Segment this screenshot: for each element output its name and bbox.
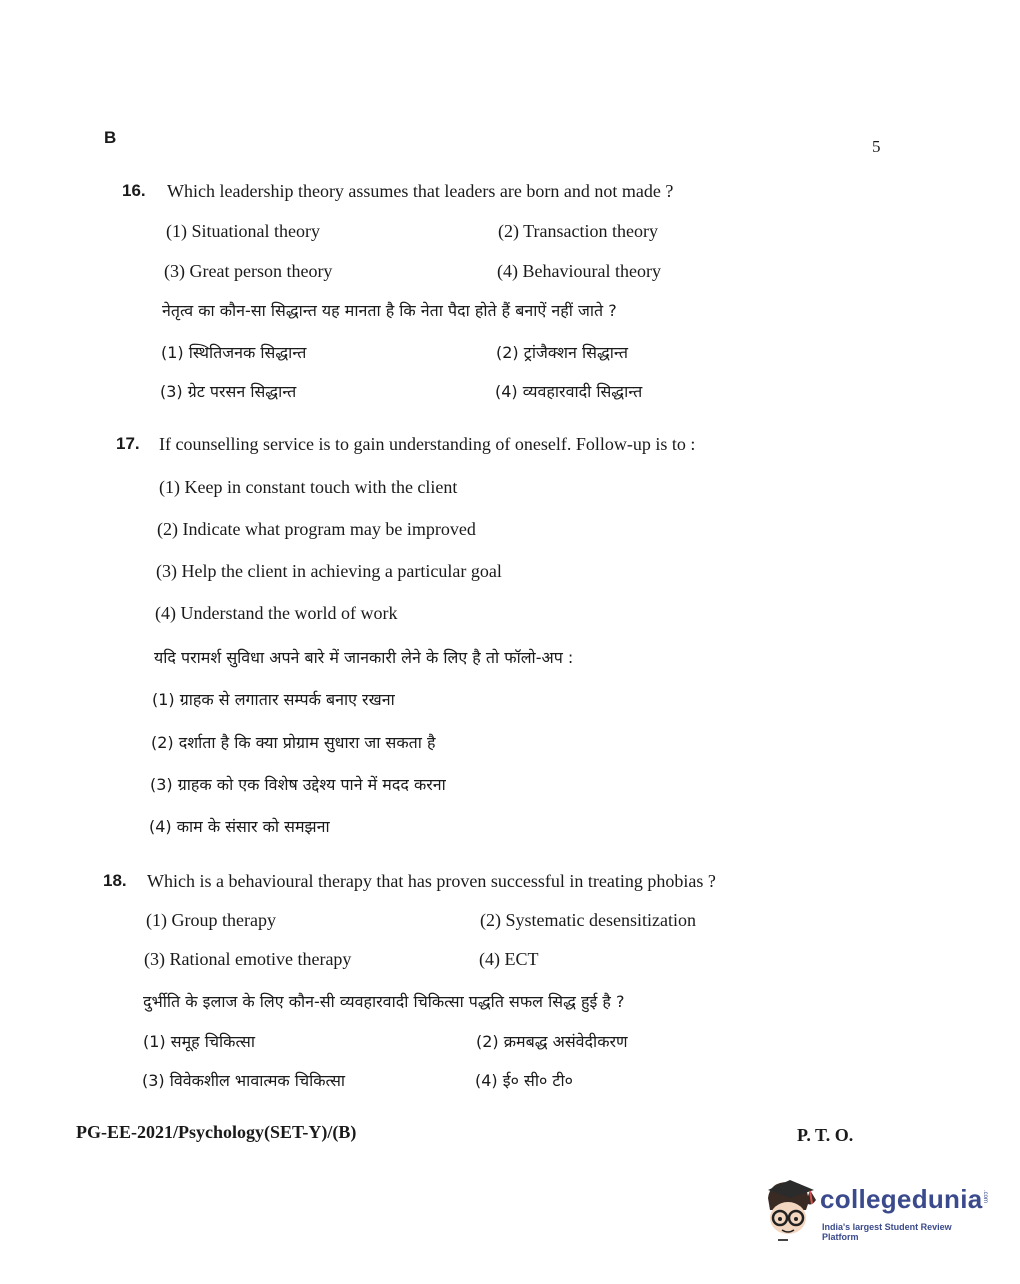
option-hi-1: (1) ग्राहक से लगातार सम्पर्क बनाए रखना	[152, 690, 395, 709]
option-hi-1: (1) स्थितिजनक सिद्धान्त	[161, 343, 307, 362]
option-en-3: (3) Rational emotive therapy	[144, 949, 352, 969]
option-hi-2: (2) दर्शाता है कि क्या प्रोग्राम सुधारा जा सकता है	[151, 733, 436, 752]
option-en-4: (4) Understand the world of work	[155, 603, 398, 623]
option-en-2: (2) Indicate what program may be improved	[157, 519, 476, 539]
question-text-hi: नेतृत्व का कौन-सा सिद्धान्त यह मानता है कि नेता पैदा होते हैं बनाऐं नहीं जाते ?	[162, 301, 617, 320]
option-en-1: (1) Situational theory	[166, 221, 320, 241]
brand-name: collegedunia	[820, 1184, 983, 1214]
option-en-4: (4) ECT	[479, 949, 539, 969]
option-hi-2: (2) क्रमबद्ध असंवेदीकरण	[476, 1032, 628, 1051]
page-number: 5	[872, 137, 881, 156]
option-en-1: (1) Keep in constant touch with the client	[159, 477, 458, 497]
option-hi-3: (3) ग्राहक को एक विशेष उद्देश्य पाने में मदद करना	[150, 775, 446, 794]
option-en-4: (4) Behavioural theory	[497, 261, 661, 281]
paper-code: PG-EE-2021/Psychology(SET-Y)/(B)	[76, 1122, 357, 1142]
option-en-3: (3) Help the client in achieving a particular goal	[156, 561, 502, 581]
option-hi-3: (3) ग्रेट परसन सिद्धान्त	[160, 382, 297, 401]
question-text-en: If counselling service is to gain understanding of oneself. Follow-up is to :	[159, 434, 696, 454]
question-number: 17.	[116, 434, 140, 453]
option-hi-4: (4) ई० सी० टी०	[475, 1071, 573, 1090]
option-hi-4: (4) व्यवहारवादी सिद्धान्त	[495, 382, 643, 401]
question-text-hi: यदि परामर्श सुविधा अपने बारे में जानकारी लेने के लिए है तो फॉलो-अप :	[154, 648, 574, 667]
option-hi-4: (4) काम के संसार को समझना	[149, 817, 330, 836]
brand-domain: .com	[982, 1190, 988, 1204]
option-en-1: (1) Group therapy	[146, 910, 276, 930]
question-number: 16.	[122, 181, 146, 200]
option-en-2: (2) Systematic desensitization	[480, 910, 696, 930]
brand-tagline: India's largest Student Review Platform	[822, 1222, 952, 1242]
option-hi-3: (3) विवेकशील भावात्मक चिकित्सा	[142, 1071, 346, 1090]
option-hi-2: (2) ट्रांजैक्शन सिद्धान्त	[496, 343, 628, 362]
question-text-en: Which is a behavioural therapy that has proven successful in treating phobias ?	[147, 871, 716, 891]
question-text-en: Which leadership theory assumes that leaders are born and not made ?	[167, 181, 674, 201]
set-letter: B	[104, 128, 117, 147]
option-en-2: (2) Transaction theory	[498, 221, 658, 241]
question-number: 18.	[103, 871, 127, 890]
option-en-3: (3) Great person theory	[164, 261, 333, 281]
mascot-icon	[760, 1176, 818, 1242]
pto-label: P. T. O.	[797, 1125, 854, 1145]
collegedunia-watermark	[760, 1176, 990, 1246]
option-hi-1: (1) समूह चिकित्सा	[143, 1032, 255, 1051]
question-text-hi: दुर्भीति के इलाज के लिए कौन-सी व्यवहारवादी चिकित्सा पद्धति सफल सिद्ध हुई है ?	[143, 992, 625, 1011]
